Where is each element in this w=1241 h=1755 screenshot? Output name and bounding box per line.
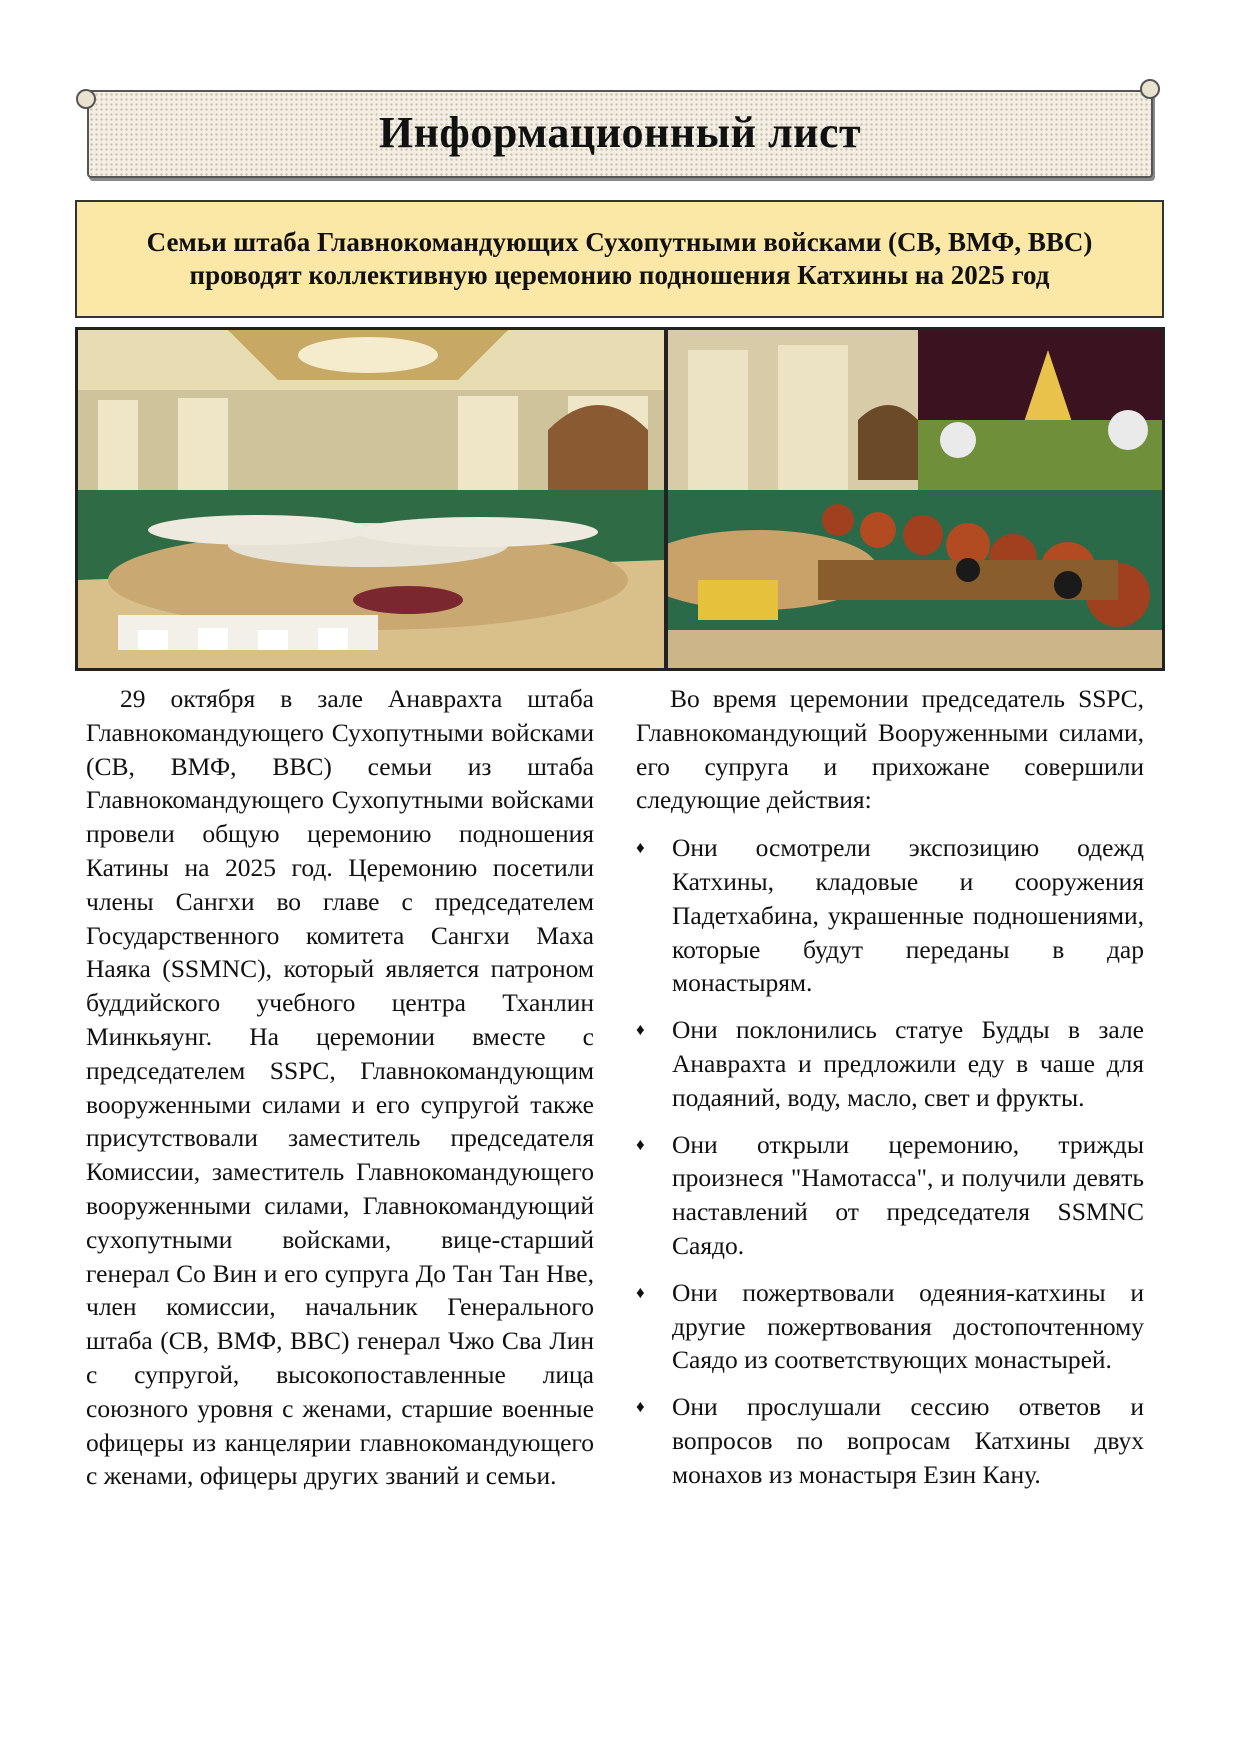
diamond-bullet-icon: ♦ [636,1282,645,1302]
main-paragraph: 29 октября в зале Анаврахта штаба Главнокомандующего Сухопутными войсками (СВ, ВМФ, ВВС) семьи из штаба Главнокомандующего Сухопутными войсками провели общую церемонию подношения Катины на 2025 год. Церемонию посетили члены Сангхи во главе с председателем Государственного комитета Сангхи Маха Наяка (SSMNC), который является патроном буддийского учебного центра Тханлин Минкьяунг. На церемонии вместе с председателем SSPC, Главнокомандующим вооруженными силами и его супругой также присутствовали заместитель председателя Комиссии, заместитель Главнокомандующего вооруженными силами, Главнокомандующий сухопутными войсками, вице-старший генерал Со Вин и его супруга До Тан Тан Нве, член комиссии, начальник Генерального штаба (СВ, ВМФ, ВВС) генерал Чжо Сва Лин с супругой, высокопоставленные лица союзного уровня с женами, старшие военные офицеры из канцелярии главнокомандующего с женами, офицеры других званий и семьи. [86,684,594,1491]
list-item: ♦ Они открыли церемонию, трижды произнеся "Намотасса", и получили девять наставлений от председателя SSMNC Саядо. [636,1129,1144,1260]
list-item: ♦ Они прослушали сессию ответов и вопросов по вопросам Катхины двух монахов из монастыря Езин Кану. [636,1392,1144,1489]
left-column [86,682,594,1493]
diamond-bullet-icon: ♦ [636,1134,645,1154]
headline: Семьи штаба Главнокомандующих Сухопутными войсками (СВ, ВМФ, ВВС) проводят коллективную церемонию подношения Катхины на 2025 год [75,200,1164,318]
actions-intro: Во время церемонии председатель SSPC, Главнокомандующий Вооруженными силами, его супруга и прихожане совершили следующие действия: [636,684,1144,815]
photo-hall-ceremony [78,330,664,668]
diamond-bullet-icon: ♦ [636,1020,645,1040]
list-item: ♦ Они осмотрели экспозицию одежд Катхины, кладовые и сооружения Падетхабина, украшенные подношениями, которые будут переданы в дар монастырям. [636,833,1144,998]
photo-strip [75,327,1165,671]
right-column [636,682,1144,1505]
actions-list [636,831,1144,1491]
diamond-bullet-icon: ♦ [636,838,645,858]
diamond-bullet-icon: ♦ [636,1397,645,1417]
list-item: ♦ Они пожертвовали одеяния-катхины и другие пожертвования достопочтенному Саядо из соответствующих монастырей. [636,1277,1144,1375]
list-item: ♦ Они поклонились статуе Будды в зале Анаврахта и предложили еду в чаше для подаяний, воду, масло, свет и фрукты. [636,1015,1144,1112]
page-title: Информационный лист [378,107,862,157]
photo-monks-ceremony [668,330,1162,668]
title-banner [73,82,1163,182]
